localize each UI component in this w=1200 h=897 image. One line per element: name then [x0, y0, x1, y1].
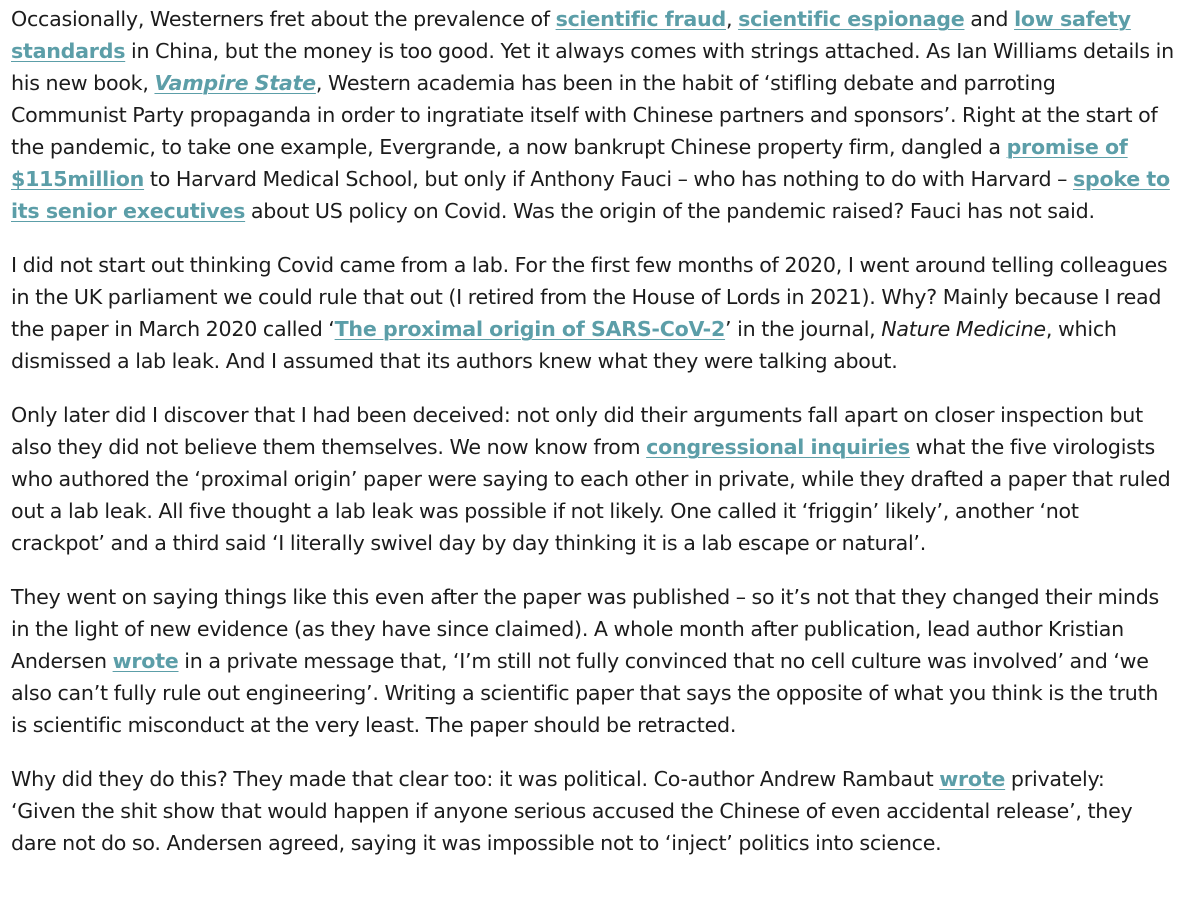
- text: Only later did I discover that I had been deceived: not only did their arguments fall apart on closer inspection but also they did not believe them themselves. We now know from: [11, 403, 1143, 459]
- text: and: [964, 7, 1015, 31]
- text: I did not start out thinking Covid came from a lab. For the first few months of 2020, I went around telling colleagues in the UK parliament we could rule that out (I retired from the House of Lords in 2021). Why? Mainly because I read the paper in March 2020 called ‘: [11, 253, 1168, 341]
- link-proximal-origin-paper[interactable]: The proximal origin of SARS-CoV-2: [334, 317, 726, 341]
- link-wrote-andersen[interactable]: wrote: [112, 649, 179, 673]
- link-vampire-state[interactable]: Vampire State: [154, 71, 316, 95]
- link-spoke-to-senior-executives[interactable]: spoke to its senior executives: [11, 167, 1170, 223]
- paragraph-4: [11, 581, 1174, 741]
- text: Occasionally, Westerners fret about the prevalence of: [11, 7, 556, 31]
- text: about US policy on Covid. Was the origin of the pandemic raised? Fauci has not said.: [245, 199, 1095, 223]
- text: in a private message that, ‘I’m still not fully convinced that no cell culture was involved’ and ‘we also can’t fully rule out engineering’. Writing a scientific paper that says the opposite of what you think is the truth is scientific misconduct at the very least. The paper should be retracted.: [11, 649, 1159, 737]
- link-low-safety-standards[interactable]: low safety standards: [11, 7, 1131, 63]
- link-scientific-fraud[interactable]: scientific fraud: [555, 7, 726, 31]
- text: Why did they do this? They made that clear too: it was political. Co-author Andrew Rambaut: [11, 767, 940, 791]
- paragraph-1: [11, 3, 1174, 227]
- text: what the five virologists who authored the ‘proximal origin’ paper were saying to each other in private, while they drafted a paper that ruled out a lab leak. All five thought a lab leak was possible if not likely. One called it ‘friggin’ likely’, another ‘not crackpot’ and a third said ‘I literally swivel day by day thinking it is a lab escape or natural’.: [11, 435, 1171, 555]
- link-congressional-inquiries[interactable]: congressional inquiries: [646, 435, 910, 459]
- text: ,: [725, 7, 739, 31]
- text: to Harvard Medical School, but only if Anthony Fauci – who has nothing to do with Harvard –: [144, 167, 1073, 191]
- paragraph-3: [11, 399, 1174, 559]
- text: ’ in the journal,: [725, 317, 882, 341]
- text: privately: ‘Given the shit show that would happen if anyone serious accused the Chinese of even accidental release’, they dare not do so. Andersen agreed, saying it was impossible not to ‘inject’ politics into science.: [11, 767, 1133, 855]
- link-scientific-espionage[interactable]: scientific espionage: [738, 7, 965, 31]
- link-promise-115million[interactable]: promise of $115million: [11, 135, 1128, 191]
- text: in China, but the money is too good. Yet it always comes with strings attached. As Ian Williams details in his new book,: [11, 39, 1174, 95]
- paragraph-5: [11, 763, 1174, 859]
- text: They went on saying things like this even after the paper was published – so it’s not that they changed their minds in the light of new evidence (as they have since claimed). A whole month after publication, lead author Kristian Andersen: [11, 585, 1160, 673]
- paragraph-2: [11, 249, 1174, 377]
- text: , which dismissed a lab leak. And I assumed that its authors knew what they were talking about.: [11, 317, 1117, 373]
- text: , Western academia has been in the habit of ‘stifling debate and parroting Communist Party propaganda in order to ingratiate itself with Chinese partners and sponsors’. Right at the start of the pandemic, to take one example, Evergrande, a now bankrupt Chinese property firm, dangled a: [11, 71, 1158, 159]
- journal-title: Nature Medicine: [881, 317, 1046, 341]
- link-wrote-rambaut[interactable]: wrote: [939, 767, 1006, 791]
